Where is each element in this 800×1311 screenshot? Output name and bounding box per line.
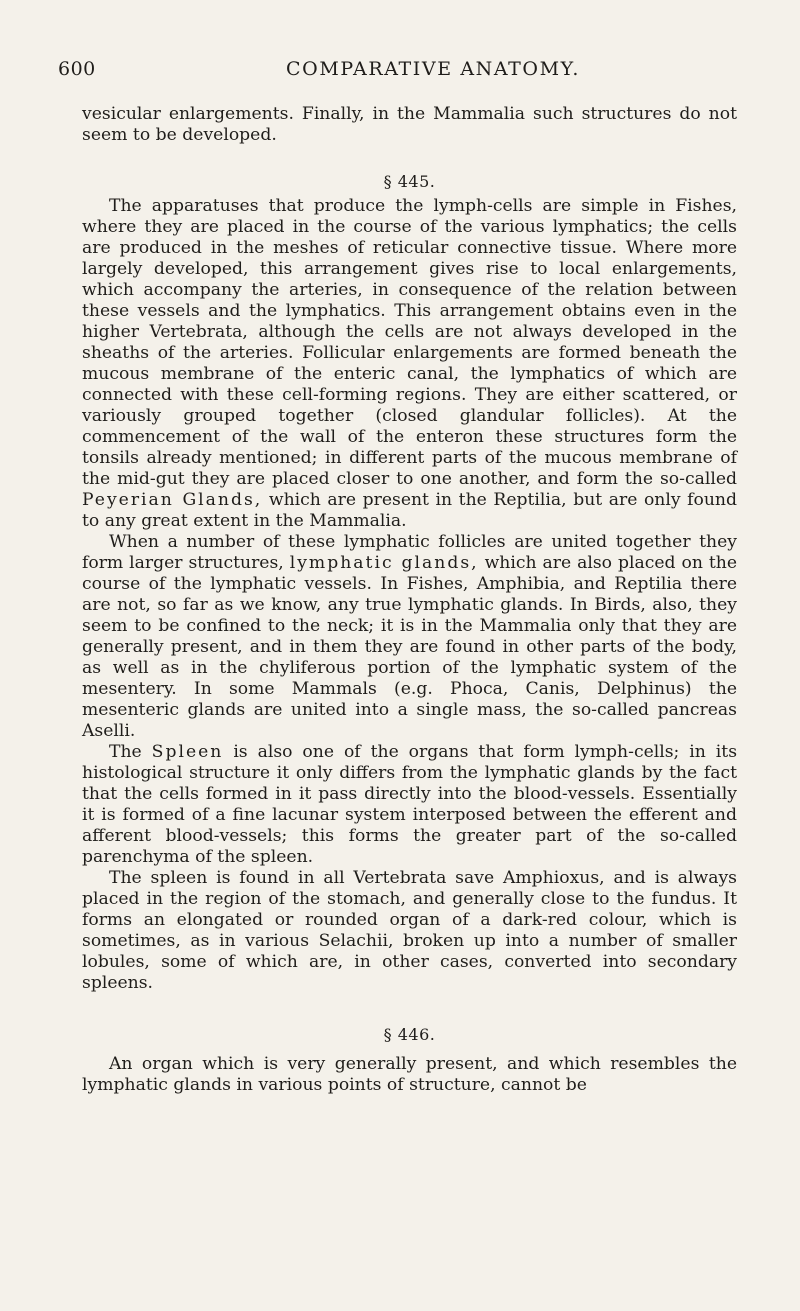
paragraph-lymphatic-glands-text: When a number of these lymphatic follicles are united together they form larger structures, (82, 532, 737, 573)
page-number: 600 (58, 58, 96, 80)
page-header (58, 58, 758, 88)
paragraph-lymph-apparatus (82, 196, 737, 532)
paragraph-lymphatic-glands (82, 532, 737, 742)
paragraph-spleen-distribution: The spleen is found in all Vertebrata save Amphioxus, and is always placed in the region of the stomach, and generally close to the fundus. It forms an elongated or rounded organ of a dark-red colour, which is sometimes, as in various Selachii, broken up into a number of smaller lobules, some of which are, in other cases, converted into secondary spleens. (82, 868, 737, 993)
paragraph-spleen-structure (82, 742, 737, 868)
paragraph-spleen-structure-text: is also one of the organs that form lymph-cells; in its histological structure it only differs from the lymphatic glands by the fact that the cells formed in it pass directly into the blood-vessels. Essentially it is formed of a fine lacunar system interposed between the efferent and afferent blood-vessels; this forms the greater part of the so-called parenchyma of the spleen. (82, 742, 738, 867)
paragraph-final: An organ which is very generally present, and which resembles the lymphatic glands in various points of structure, cannot be (82, 1054, 737, 1095)
term-peyerian-glands: Peyerian Glands, (82, 490, 263, 510)
paragraph-continuation: vesicular enlargements. Finally, in the Mammalia such structures do not seem to be developed. (82, 104, 737, 145)
paragraph-lymph-apparatus-text: The apparatuses that produce the lymph-cells are simple in Fishes, where they are placed in the course of the various lymphatics; the cells are produced in the meshes of reticular connective tissue. Where more largely developed, this arrangement gives rise to local enlargements, which accompany the arteries, in consequence of the relation between these vessels and the lymphatics. This arrangement obtains even in the higher Vertebrata, although the cells are not always developed in the sheaths of the arteries. Follicular enlargements are formed beneath the mucous membrane of the enteric canal, the lymphatics of which are connected with these cell-forming regions. They are either scattered, or variously grouped together (closed glandular follicles). At the commencement of the wall of the enteron these structures form the tonsils already mentioned; in different parts of the mucous membrane of the mid-gut they are placed closer to one another, and form the so-called (82, 196, 737, 489)
section-heading-445: § 445. (383, 172, 436, 191)
section-heading-446: § 446. (383, 1025, 436, 1044)
paragraph-lymph-apparatus-end: which are present in the Reptilia, but are only found to any great extent in the Mammalia. (82, 490, 737, 531)
running-title: COMPARATIVE ANATOMY. (286, 58, 580, 80)
term-lymphatic-glands: lymphatic glands, (289, 553, 479, 573)
paragraph-spleen-structure-start: The (109, 742, 142, 762)
term-spleen: Spleen (151, 742, 224, 762)
body-text (82, 104, 737, 1096)
paragraph-lymphatic-glands-end: which are also placed on the course of the lymphatic vessels. In Fishes, Amphibia, and Reptilia there are not, so far as we know, any true lymphatic glands. In Birds, also, they seem to be confined to the neck; it is in the Mammalia only that they are generally present, and in them they are found in other parts of the body, as well as in the chyliferous portion of the lymphatic system of the mesentery. In some Mammals (e.g. Phoca, Canis, Delphinus) the mesenteric glands are united into a single mass, the so-called pancreas Aselli. (82, 553, 737, 741)
